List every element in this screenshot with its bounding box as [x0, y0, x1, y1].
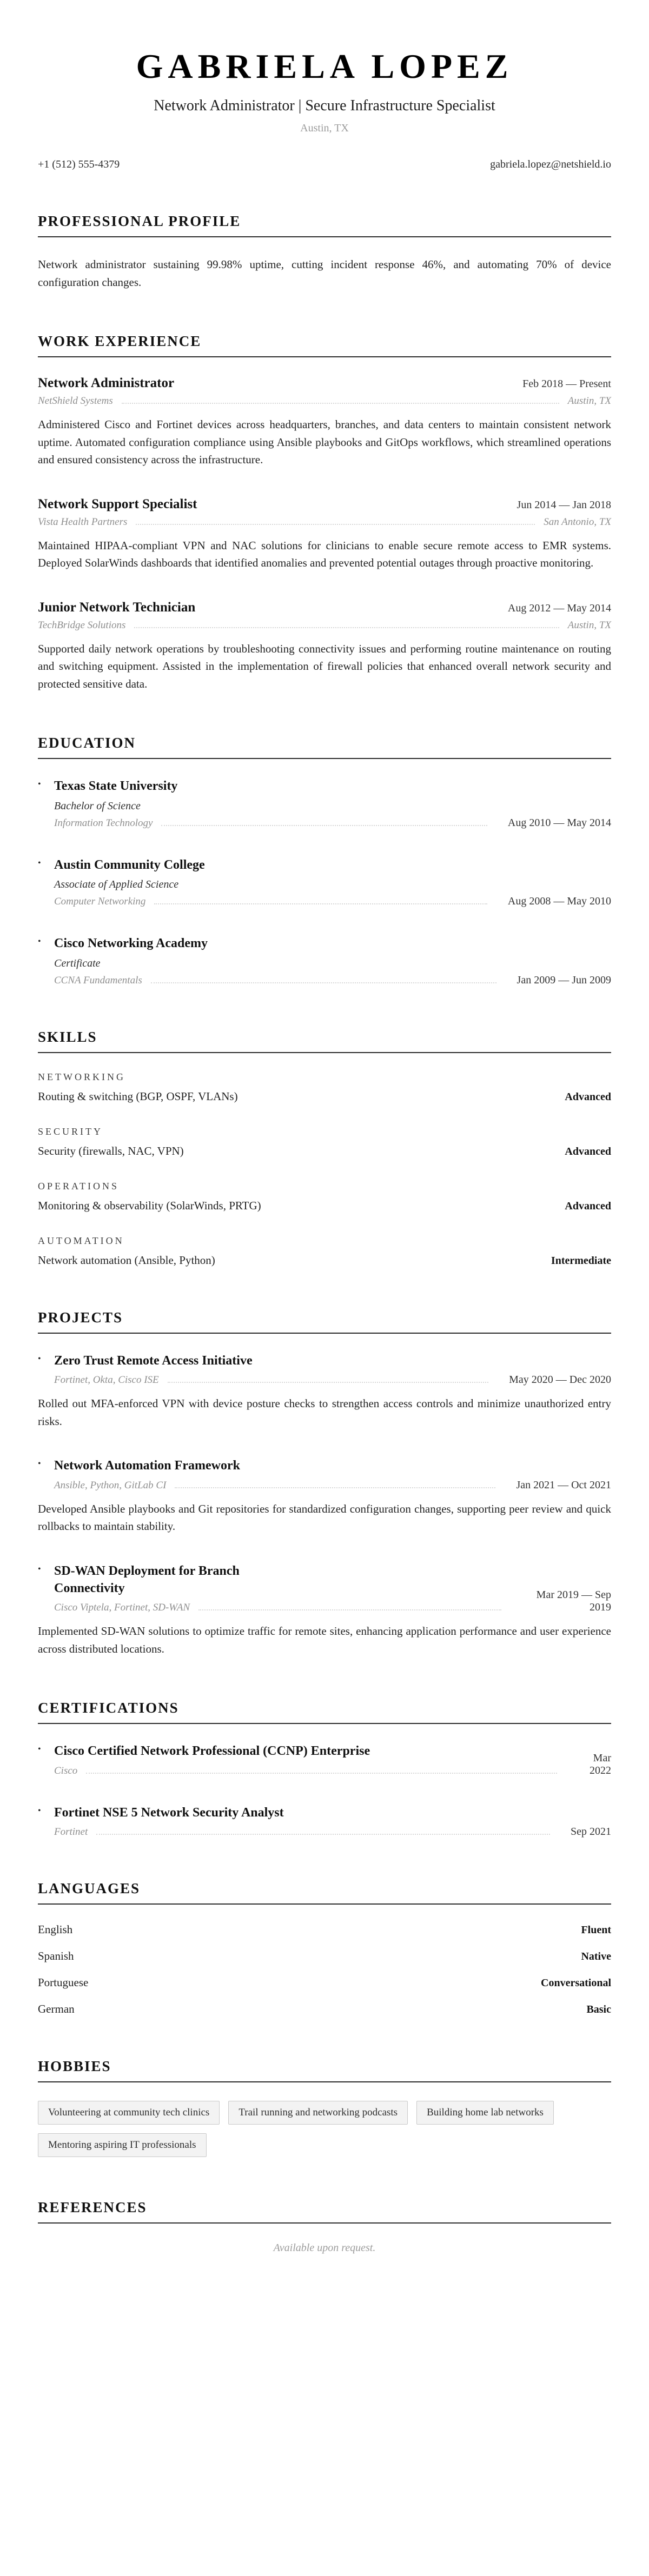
dotted-leader: [154, 903, 487, 904]
job-description: Administered Cisco and Fortinet devices across headquarters, branches, and data centers to maintain consistent network uptime. Automated configuration compliance using Ansible playbooks and GitOps workflows, which streamlined operations and ensured consistency across the infrastructure.: [38, 418, 611, 467]
bullet-icon: [38, 1742, 54, 1754]
dotted-leader: [136, 524, 535, 525]
certification-name: Fortinet NSE 5 Network Security Analyst: [54, 1805, 284, 1820]
section-languages: [38, 1880, 611, 2016]
project-tools-row: [54, 1480, 504, 1492]
project-description: Rolled out MFA-enforced VPN with device posture checks to strengthen access controls and minimize unauthorized entry risks.: [38, 1397, 611, 1428]
section-certifications: [38, 1700, 611, 1838]
language-name: German: [38, 2002, 75, 2016]
email-address: gabriela.lopez@netshield.io: [490, 158, 611, 170]
job-description: Supported daily network operations by troubleshooting connectivity issues and performing routine maintenance on routing and switching equipment. Assisted in the implementation of firewall policies that enhanced overall network security and protected sensitive data.: [38, 642, 611, 690]
certification-issuer: Cisco: [54, 1765, 78, 1776]
section-education: [38, 735, 611, 986]
project-tools-row: [54, 1602, 510, 1614]
field-of-study: Information Technology: [54, 817, 153, 829]
education-title-row: [38, 856, 496, 874]
company-name: NetShield Systems: [38, 395, 113, 407]
project-name: Network Automation Framework: [54, 1459, 240, 1473]
field-row: [54, 896, 496, 908]
project-entry-head: [38, 1352, 611, 1386]
school-name: Austin Community College: [54, 857, 205, 872]
job-location: Austin, TX: [567, 395, 611, 407]
project-tools-row: [54, 1374, 497, 1386]
company-name: TechBridge Solutions: [38, 619, 126, 631]
education-entry-head: [38, 777, 611, 829]
project-dates: May 2020 — Dec 2020: [509, 1374, 611, 1386]
dotted-leader: [122, 403, 559, 404]
hobby-chip: Volunteering at community tech clinics: [38, 2101, 220, 2125]
bullet-icon: [38, 1804, 54, 1816]
skill-row: [38, 1090, 611, 1103]
certification-issuer: Fortinet: [54, 1826, 88, 1838]
bullet-icon: [38, 1352, 54, 1364]
education-dates: Jan 2009 — Jun 2009: [516, 974, 611, 986]
education-entry: [38, 856, 611, 908]
bullet-icon: [38, 777, 54, 789]
skill-group: [38, 1126, 611, 1158]
job-entry: [38, 376, 611, 469]
resume-header: [38, 46, 611, 171]
field-row: [54, 817, 496, 829]
skill-row: [38, 1144, 611, 1158]
certification-entry-main: [38, 1742, 566, 1776]
certification-date: Mar 2022: [590, 1752, 611, 1776]
section-heading-education: EDUCATION: [38, 735, 611, 759]
skill-name: Monitoring & observability (SolarWinds, PRTG): [38, 1199, 261, 1212]
education-dates: Aug 2008 — May 2010: [507, 895, 611, 908]
project-tools: Cisco Viptela, Fortinet, SD-WAN: [54, 1602, 190, 1614]
degree: Certificate: [54, 957, 101, 969]
section-heading-languages: LANGUAGES: [38, 1880, 611, 1905]
project-entry: [38, 1352, 611, 1430]
education-entry-head: [38, 856, 611, 908]
education-entry: [38, 935, 611, 986]
school-name: Texas State University: [54, 779, 178, 794]
language-name: English: [38, 1923, 73, 1936]
certification-date: Sep 2021: [571, 1826, 611, 1838]
skill-name: Security (firewalls, NAC, VPN): [38, 1144, 184, 1157]
skill-group: [38, 1235, 611, 1267]
bullet-icon: [38, 856, 54, 868]
section-heading-skills: SKILLS: [38, 1029, 611, 1053]
skill-category: AUTOMATION: [38, 1235, 124, 1246]
dotted-leader: [175, 1487, 495, 1488]
skill-row: [38, 1199, 611, 1213]
company-name: Vista Health Partners: [38, 516, 128, 528]
section-heading-references: REFERENCES: [38, 2199, 611, 2224]
section-projects: [38, 1309, 611, 1658]
language-level: Fluent: [581, 1924, 611, 1936]
project-description: Developed Ansible playbooks and Git repositories for standardized configuration changes, supporting peer review and quick rollbacks to maintain stability.: [38, 1502, 611, 1533]
person-location: Austin, TX: [300, 122, 349, 134]
job-subline: [38, 620, 611, 631]
job-title: Junior Network Technician: [38, 600, 196, 615]
project-dates: Mar 2019 — Sep 2019: [536, 1589, 611, 1614]
references-text: Available upon request.: [273, 2242, 376, 2254]
project-title-row: [38, 1352, 497, 1369]
project-entry: [38, 1457, 611, 1535]
skill-level: Advanced: [565, 1090, 611, 1103]
project-tools: Fortinet, Okta, Cisco ISE: [54, 1374, 159, 1386]
skill-level: Advanced: [565, 1200, 611, 1212]
job-head: [38, 497, 611, 512]
skill-group: [38, 1181, 611, 1213]
degree: Associate of Applied Science: [54, 878, 179, 891]
language-row: [38, 1923, 611, 1936]
language-level: Native: [581, 1951, 611, 1963]
section-profile: [38, 213, 611, 291]
field-of-study: CCNA Fundamentals: [54, 974, 142, 986]
skill-level: Advanced: [565, 1145, 611, 1157]
skill-category: SECURITY: [38, 1126, 103, 1137]
project-entry-main: [38, 1352, 497, 1386]
certification-entry-head: [38, 1742, 611, 1776]
project-name: SD-WAN Deployment for Branch Connectivity: [54, 1563, 240, 1595]
certification-entry-main: [38, 1804, 559, 1838]
skill-name: Network automation (Ansible, Python): [38, 1253, 215, 1267]
skill-level: Intermediate: [551, 1254, 611, 1267]
education-title-row: [38, 777, 496, 795]
project-dates: Jan 2021 — Oct 2021: [516, 1479, 611, 1491]
project-entry-main: [38, 1562, 510, 1614]
section-references: [38, 2199, 611, 2254]
skill-category: OPERATIONS: [38, 1180, 120, 1192]
education-entry-head: [38, 935, 611, 986]
job-title: Network Support Specialist: [38, 496, 197, 511]
language-name: Portuguese: [38, 1976, 89, 1989]
dotted-leader: [168, 1382, 488, 1383]
certification-name: Cisco Certified Network Professional (CCNP) Enterprise: [54, 1744, 370, 1759]
field-row: [54, 975, 505, 987]
job-entry: [38, 600, 611, 693]
section-hobbies: [38, 2058, 611, 2157]
project-entry-head: [38, 1562, 611, 1614]
language-level: Conversational: [541, 1977, 611, 1989]
contact-row: [38, 158, 611, 171]
dotted-leader: [86, 1773, 557, 1774]
skill-category: NETWORKING: [38, 1071, 125, 1082]
project-entry-main: [38, 1457, 504, 1491]
education-entry-main: [38, 935, 505, 986]
school-name: Cisco Networking Academy: [54, 936, 208, 951]
phone-number: +1 (512) 555-4379: [38, 158, 120, 170]
bullet-icon: [38, 1457, 54, 1469]
language-name: Spanish: [38, 1949, 74, 1963]
certification-issuer-row: [54, 1765, 566, 1777]
certification-entry-head: [38, 1804, 611, 1838]
language-level: Basic: [586, 2003, 611, 2016]
section-heading-projects: PROJECTS: [38, 1309, 611, 1334]
project-name: Zero Trust Remote Access Initiative: [54, 1353, 253, 1368]
project-title-row: [38, 1457, 504, 1474]
section-heading-experience: WORK EXPERIENCE: [38, 333, 611, 357]
language-row: [38, 1976, 611, 1989]
job-subline: [38, 395, 611, 407]
bullet-icon: [38, 935, 54, 947]
job-location: Austin, TX: [567, 619, 611, 631]
certification-entry: [38, 1742, 611, 1776]
education-dates: Aug 2010 — May 2014: [507, 816, 611, 829]
bullet-icon: [38, 1562, 54, 1574]
job-subline: [38, 516, 611, 528]
dotted-leader: [134, 627, 559, 628]
section-heading-hobbies: HOBBIES: [38, 2058, 611, 2082]
skill-row: [38, 1254, 611, 1267]
hobby-chip: Building home lab networks: [416, 2101, 554, 2125]
certification-title-row: [38, 1804, 559, 1821]
education-title-row: [38, 935, 505, 952]
section-experience: [38, 333, 611, 693]
job-title: Network Administrator: [38, 376, 175, 391]
person-title: Network Administrator | Secure Infrastructure Specialist: [154, 97, 495, 114]
project-entry-head: [38, 1457, 611, 1491]
degree: Bachelor of Science: [54, 800, 141, 812]
dotted-leader: [96, 1834, 550, 1835]
section-skills: [38, 1029, 611, 1267]
language-row: [38, 2002, 611, 2016]
hobby-chip: Mentoring aspiring IT professionals: [38, 2133, 207, 2157]
education-entry: [38, 777, 611, 829]
skill-name: Routing & switching (BGP, OSPF, VLANs): [38, 1089, 238, 1103]
section-heading-certifications: CERTIFICATIONS: [38, 1700, 611, 1724]
certification-title-row: [38, 1742, 566, 1760]
dotted-leader: [151, 982, 496, 983]
project-description: Implemented SD-WAN solutions to optimize traffic for remote sites, enhancing application performance and user experience across distributed locations.: [38, 1625, 611, 1655]
education-entry-main: [38, 777, 496, 829]
job-dates: Feb 2018 — Present: [522, 378, 611, 390]
job-head: [38, 376, 611, 391]
job-dates: Jun 2014 — Jan 2018: [516, 498, 611, 511]
certification-entry: [38, 1804, 611, 1838]
language-row: [38, 1949, 611, 1963]
project-tools: Ansible, Python, GitLab CI: [54, 1479, 167, 1491]
job-head: [38, 600, 611, 615]
profile-text: Network administrator sustaining 99.98% uptime, cutting incident response 46%, and automating 70% of device configuration changes.: [38, 258, 611, 289]
field-of-study: Computer Networking: [54, 896, 146, 908]
job-description: Maintained HIPAA-compliant VPN and NAC solutions for clinicians to enable secure remote access to EMR systems. Deployed SolarWinds dashboards that identified anomalies and prevented potential outages through proactive monitoring.: [38, 538, 611, 570]
job-dates: Aug 2012 — May 2014: [507, 602, 611, 614]
person-name: GABRIELA LOPEZ: [136, 47, 513, 85]
job-location: San Antonio, TX: [544, 516, 611, 528]
hobby-chip-list: [38, 2101, 611, 2157]
certification-issuer-row: [54, 1826, 559, 1838]
job-entry: [38, 497, 611, 572]
project-entry: [38, 1562, 611, 1658]
dotted-leader: [161, 825, 487, 826]
education-entry-main: [38, 856, 496, 908]
dotted-leader: [198, 1609, 501, 1610]
skill-group: [38, 1071, 611, 1103]
project-title-row: [38, 1562, 510, 1597]
hobby-chip: Trail running and networking podcasts: [228, 2101, 408, 2125]
section-heading-profile: PROFESSIONAL PROFILE: [38, 213, 611, 237]
